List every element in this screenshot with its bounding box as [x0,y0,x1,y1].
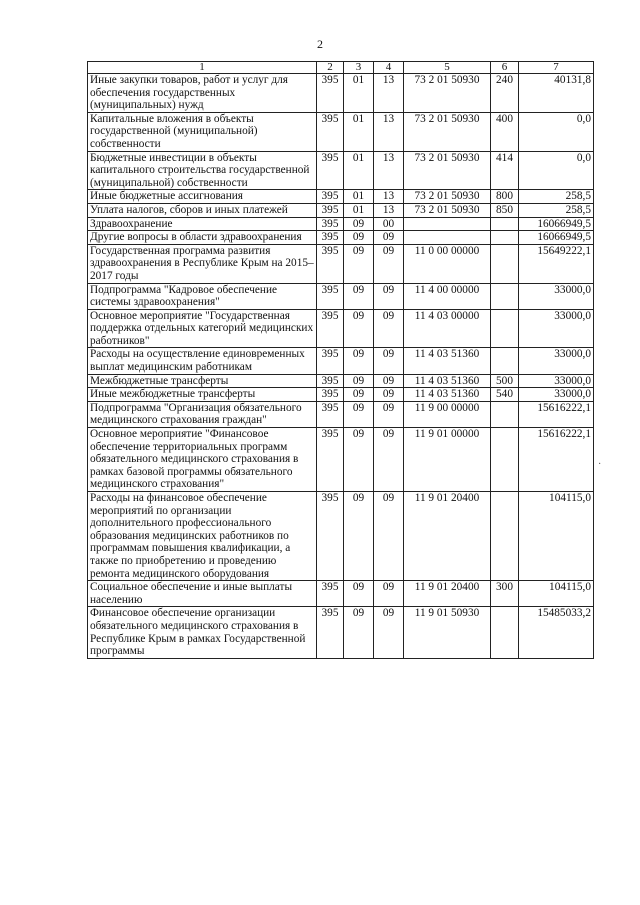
code-cell: 395 [317,283,344,309]
table-row [88,283,594,309]
code-cell: 01 [344,203,374,217]
code-cell: 850 [491,203,519,217]
code-cell: 09 [374,581,404,607]
row-name-cell: Капитальные вложения в объекты государственной (муниципальной) собственности [88,112,317,151]
code-cell: 395 [317,203,344,217]
code-cell [491,607,519,658]
code-cell: 09 [374,428,404,492]
code-cell [404,231,491,245]
row-name-cell: Социальное обеспечение и иные выплаты населению [88,581,317,607]
code-cell: 73 2 01 50930 [404,151,491,190]
code-cell: 09 [344,348,374,374]
code-cell: 11 4 03 00000 [404,309,491,348]
margin-mark: · [598,459,602,470]
code-cell: 13 [374,151,404,190]
code-cell [491,217,519,231]
code-cell: 395 [317,607,344,658]
code-cell: 09 [374,492,404,581]
code-cell: 13 [374,112,404,151]
code-cell: 11 9 01 20400 [404,492,491,581]
code-cell: 09 [344,401,374,427]
code-cell: 09 [344,217,374,231]
row-name-cell: Основное мероприятие "Государственная поддержка отдельных категорий медицинских работников" [88,309,317,348]
code-cell: 09 [344,374,374,388]
code-cell: 09 [344,607,374,658]
code-cell: 09 [344,428,374,492]
amount-cell: 33000,0 [519,283,594,309]
code-cell: 09 [374,348,404,374]
row-name-cell: Расходы на осуществление единовременных выплат медицинским работникам [88,348,317,374]
amount-cell: 0,0 [519,151,594,190]
row-name-cell: Иные межбюджетные трансферты [88,388,317,402]
code-cell: 01 [344,112,374,151]
code-cell: 395 [317,231,344,245]
code-cell: 09 [374,244,404,283]
column-header: 1 [88,62,317,74]
code-cell: 09 [374,607,404,658]
code-cell: 09 [374,231,404,245]
code-cell: 73 2 01 50930 [404,203,491,217]
row-name-cell: Другие вопросы в области здравоохранения [88,231,317,245]
code-cell: 395 [317,348,344,374]
amount-cell: 258,5 [519,203,594,217]
row-name-cell: Уплата налогов, сборов и иных платежей [88,203,317,217]
code-cell: 13 [374,190,404,204]
amount-cell: 15485033,2 [519,607,594,658]
code-cell: 13 [374,203,404,217]
code-cell: 11 0 00 00000 [404,244,491,283]
code-cell: 11 9 01 50930 [404,607,491,658]
amount-cell: 15616222,1 [519,401,594,427]
code-cell: 395 [317,309,344,348]
code-cell: 800 [491,190,519,204]
column-header: 4 [374,62,404,74]
column-header: 6 [491,62,519,74]
code-cell: 13 [374,74,404,113]
code-cell [404,217,491,231]
code-cell: 11 9 01 20400 [404,581,491,607]
header-row [88,62,594,74]
code-cell: 09 [344,492,374,581]
table-row [88,190,594,204]
row-name-cell: Расходы на финансовое обеспечение мероприятий по организации дополнительного профессионального образования медицинских работников по программам повышения квалификации, а также по приобретению и проведению ремонта медицинского оборудования [88,492,317,581]
column-header: 2 [317,62,344,74]
table-row [88,492,594,581]
code-cell: 09 [344,581,374,607]
table-row [88,388,594,402]
amount-cell: 33000,0 [519,348,594,374]
code-cell: 11 9 01 00000 [404,428,491,492]
code-cell [491,309,519,348]
code-cell: 395 [317,428,344,492]
code-cell: 11 4 03 51360 [404,388,491,402]
amount-cell: 33000,0 [519,374,594,388]
amount-cell: 33000,0 [519,388,594,402]
row-name-cell: Финансовое обеспечение организации обязательного медицинского страхования в Республике Крым в рамках Государственной программы [88,607,317,658]
budget-table [87,61,594,659]
table-row [88,231,594,245]
code-cell: 300 [491,581,519,607]
row-name-cell: Бюджетные инвестиции в объекты капитального строительства государственной (муниципальной) собственности [88,151,317,190]
code-cell: 395 [317,217,344,231]
code-cell: 09 [344,388,374,402]
code-cell [491,401,519,427]
code-cell: 395 [317,112,344,151]
column-header: 3 [344,62,374,74]
code-cell: 395 [317,388,344,402]
table-row [88,374,594,388]
code-cell: 01 [344,151,374,190]
code-cell: 395 [317,190,344,204]
code-cell: 73 2 01 50930 [404,112,491,151]
code-cell: 11 4 03 51360 [404,348,491,374]
code-cell: 09 [344,283,374,309]
code-cell: 09 [374,283,404,309]
amount-cell: 15616222,1 [519,428,594,492]
column-header: 5 [404,62,491,74]
code-cell [491,231,519,245]
code-cell: 11 4 03 51360 [404,374,491,388]
amount-cell: 15649222,1 [519,244,594,283]
table-row [88,581,594,607]
amount-cell: 0,0 [519,112,594,151]
code-cell: 09 [374,401,404,427]
code-cell: 09 [374,374,404,388]
row-name-cell: Основное мероприятие "Финансовое обеспечение территориальных программ обязательного медицинского страхования в рамках базовой программы обязательного медицинского страхования" [88,428,317,492]
code-cell: 09 [344,309,374,348]
row-name-cell: Подпрограмма "Кадровое обеспечение системы здравоохранения" [88,283,317,309]
code-cell: 11 9 00 00000 [404,401,491,427]
code-cell: 09 [374,309,404,348]
code-cell: 395 [317,374,344,388]
code-cell: 11 4 00 00000 [404,283,491,309]
code-cell: 395 [317,581,344,607]
table-row [88,428,594,492]
row-name-cell: Здравоохранение [88,217,317,231]
code-cell: 500 [491,374,519,388]
code-cell: 240 [491,74,519,113]
table-row [88,309,594,348]
row-name-cell: Государственная программа развития здравоохранения в Республике Крым на 2015–2017 годы [88,244,317,283]
code-cell [491,492,519,581]
table-row [88,607,594,658]
code-cell: 540 [491,388,519,402]
table-row [88,217,594,231]
code-cell: 395 [317,74,344,113]
row-name-cell: Иные закупки товаров, работ и услуг для обеспечения государственных (муниципальных) нужд [88,74,317,113]
code-cell: 395 [317,151,344,190]
code-cell [491,244,519,283]
amount-cell: 16066949,5 [519,231,594,245]
code-cell [491,283,519,309]
code-cell: 395 [317,244,344,283]
code-cell: 01 [344,74,374,113]
code-cell: 414 [491,151,519,190]
code-cell [491,348,519,374]
code-cell: 00 [374,217,404,231]
column-header: 7 [519,62,594,74]
amount-cell: 16066949,5 [519,217,594,231]
code-cell: 73 2 01 50930 [404,190,491,204]
table-row [88,348,594,374]
row-name-cell: Иные бюджетные ассигнования [88,190,317,204]
table-row [88,151,594,190]
row-name-cell: Межбюджетные трансферты [88,374,317,388]
code-cell [491,428,519,492]
table-row [88,74,594,113]
table-row [88,203,594,217]
page-number: 2 [317,37,323,51]
amount-cell: 40131,8 [519,74,594,113]
table-row [88,112,594,151]
code-cell: 400 [491,112,519,151]
code-cell: 09 [344,244,374,283]
amount-cell: 258,5 [519,190,594,204]
amount-cell: 33000,0 [519,309,594,348]
code-cell: 395 [317,492,344,581]
code-cell: 395 [317,401,344,427]
amount-cell: 104115,0 [519,492,594,581]
code-cell: 09 [344,231,374,245]
amount-cell: 104115,0 [519,581,594,607]
table-row [88,244,594,283]
table-row [88,401,594,427]
code-cell: 73 2 01 50930 [404,74,491,113]
row-name-cell: Подпрограмма "Организация обязательного медицинского страхования граждан" [88,401,317,427]
code-cell: 01 [344,190,374,204]
code-cell: 09 [374,388,404,402]
